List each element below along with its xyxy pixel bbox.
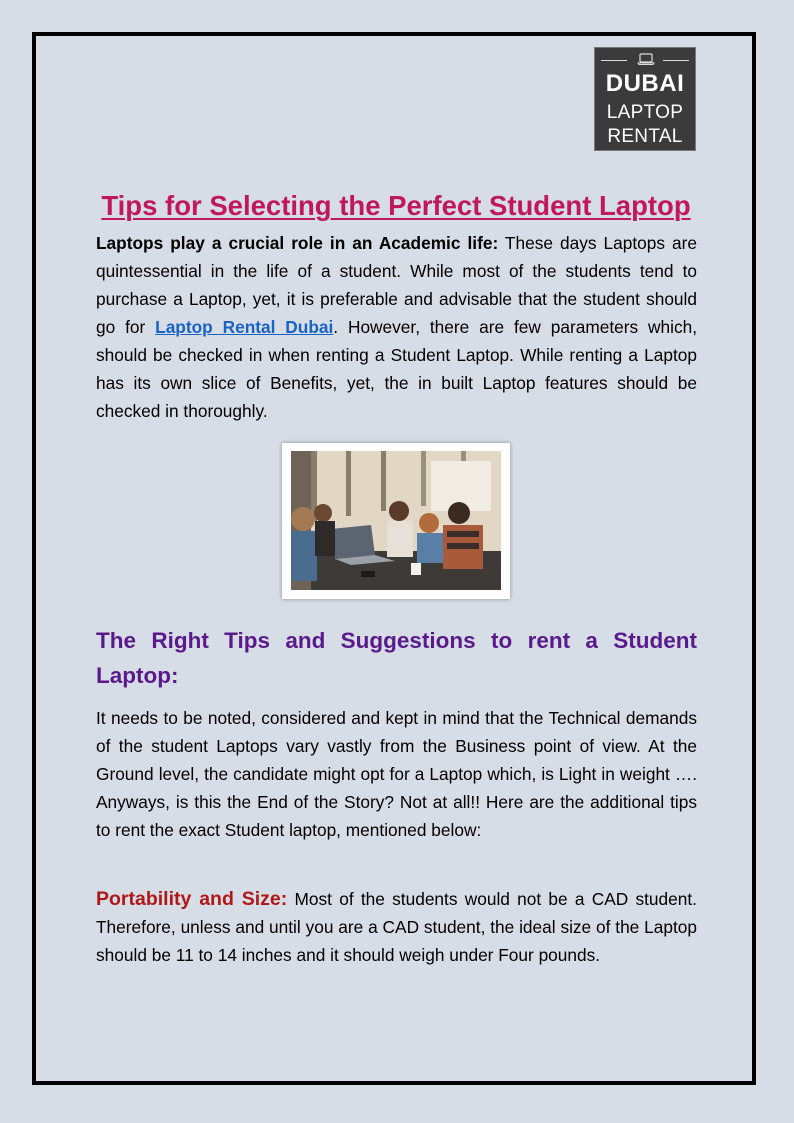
laptop-icon (637, 52, 655, 66)
logo-word-rental: RENTAL (607, 126, 683, 147)
portability-lead: Portability and Size: (96, 888, 288, 910)
logo-word-dubai: DUBAI (605, 70, 685, 97)
portability-paragraph (96, 885, 697, 969)
page-title: Tips for Selecting the Perfect Student Laptop (101, 190, 691, 221)
students-with-laptop-photo (291, 451, 501, 590)
intro-paragraph (96, 229, 697, 425)
intro-text-continued: . However, there are few parameters which, should be checked in when renting a Student Laptop. While renting a Laptop has its own slice of Benefits, yet, the in built Laptop features should be checked in thoroughly. (96, 317, 697, 421)
intro-text: These days Laptops are quintessential in the life of a student. While most of the students tend to purchase a Laptop, yet, it is preferable and advisable that the student should go for (96, 233, 697, 337)
portability-text: Most of the students would not be a CAD student. Therefore, unless and until you are a CAD student, the ideal size of the Laptop should be 11 to 14 inches and it should weigh under Four pounds. (96, 889, 697, 965)
laptop-rental-dubai-link[interactable]: Laptop Rental Dubai (155, 317, 334, 337)
company-logo (594, 47, 696, 151)
intro-lead: Laptops play a crucial role in an Academic life: (96, 233, 499, 253)
logo-word-laptop: LAPTOP (606, 102, 684, 123)
section-heading: The Right Tips and Suggestions to rent a Student Laptop: (96, 628, 697, 688)
section-body: It needs to be noted, considered and kept in mind that the Technical demands of the student Laptops vary vastly from the Business point of view. At the Ground level, the candidate might opt for a Laptop which, is Light in weight …. Anyways, is this the End of the Story? Not at all!! Here are the additional tips to rent the exact Student laptop, mentioned below: (96, 708, 697, 840)
students-photo (282, 443, 510, 599)
